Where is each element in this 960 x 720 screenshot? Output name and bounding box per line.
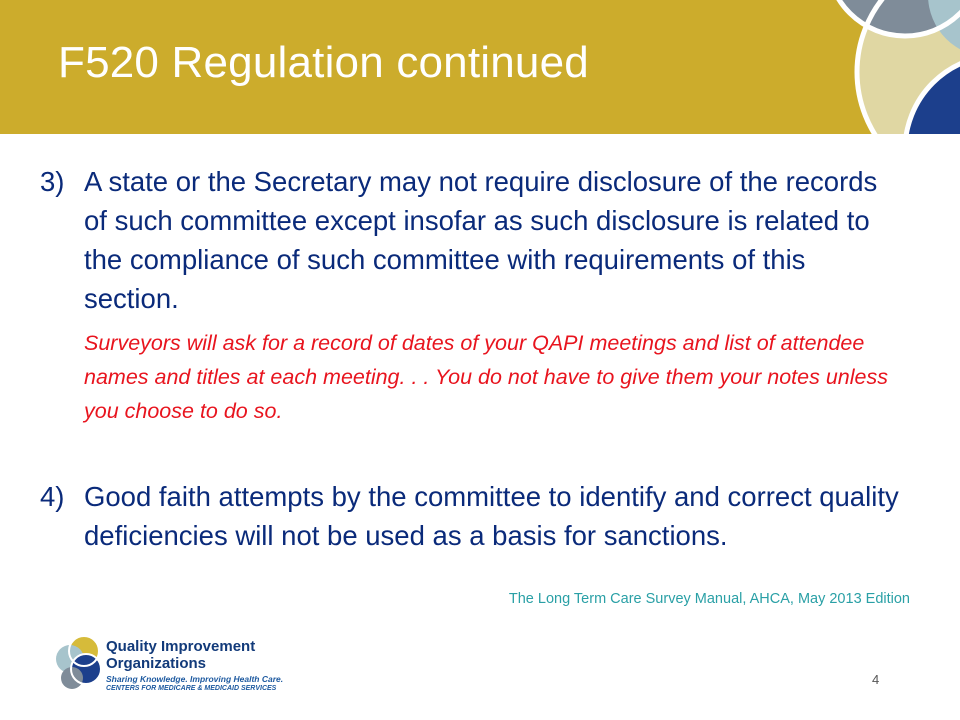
- surveyor-note: Surveyors will ask for a record of dates of your QAPI meetings and list of attendee names and titles at each meeting. . . You do not have to give them your notes unless you choose to do so.: [84, 331, 888, 423]
- qio-logo: [50, 634, 300, 694]
- logo-tagline: Sharing Knowledge. Improving Health Care.: [106, 674, 284, 684]
- list-item-text: Good faith attempts by the committee to identify and correct quality deficiencies will not be used as a basis for sanctions.: [84, 481, 899, 551]
- logo-title-line2: Organizations: [106, 655, 207, 672]
- citation: The Long Term Care Survey Manual, AHCA, May 2013 Edition: [508, 591, 910, 607]
- slide-title: F520 Regulation continued: [58, 38, 589, 87]
- logo-title-line1: Quality Improvement: [106, 638, 256, 655]
- list-item-number: 4): [40, 481, 65, 512]
- logo-subtagline: CENTERS FOR MEDICARE & MEDICAID SERVICES: [106, 685, 277, 692]
- qio-logo-icon: [50, 634, 106, 694]
- list-item-text: A state or the Secretary may not require disclosure of the records of such committee except insofar as such disclosure is related to the compliance of such committee with requirements of this section.: [84, 166, 878, 314]
- header-band: [0, 0, 960, 134]
- page-number: 4: [872, 672, 880, 687]
- list-item-number: 3): [40, 166, 65, 197]
